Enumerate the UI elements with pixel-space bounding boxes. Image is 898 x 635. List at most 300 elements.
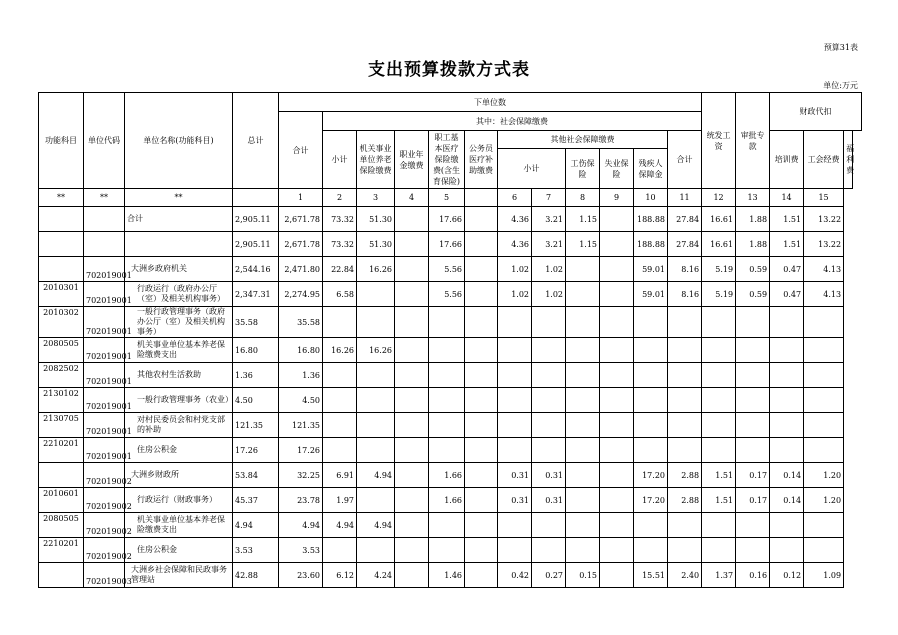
amount-cell-c10: 188.88	[634, 207, 668, 232]
table-row	[39, 282, 862, 307]
unit-code-cell: 702019001	[84, 338, 125, 363]
amount-cell-c2	[323, 413, 357, 438]
amount-cell-c9	[600, 207, 634, 232]
table-row	[39, 538, 862, 563]
amount-cell-c11	[668, 413, 702, 438]
amount-cell-c3: 16.26	[357, 257, 395, 282]
amount-cell-c13	[736, 438, 770, 463]
amount-cell-c9	[600, 563, 634, 588]
header-annuity: 职业年金缴费	[395, 131, 429, 189]
amount-cell-c15	[804, 438, 844, 463]
table-row	[39, 513, 862, 538]
unit-name-cell: 机关事业单位基本养老保险缴费支出	[125, 513, 233, 538]
amount-cell-c5	[429, 338, 465, 363]
amount-cell-c3: 4.94	[357, 463, 395, 488]
table-row	[39, 488, 862, 513]
unit-code-cell: 702019001	[84, 388, 125, 413]
unit-code-cell: 702019003	[84, 563, 125, 588]
amount-cell-c3	[357, 488, 395, 513]
index-cell: 2	[323, 189, 357, 207]
header-welfare: 福利费	[844, 131, 853, 189]
total-cell: 2,544.16	[233, 257, 279, 282]
unit-name-cell: 行政运行（财政事务）	[125, 488, 233, 513]
table-body	[39, 207, 862, 588]
amount-cell-c10	[634, 413, 668, 438]
amount-cell-c2: 16.26	[323, 338, 357, 363]
amount-cell-cx	[465, 438, 498, 463]
amount-cell-c12	[702, 513, 736, 538]
amount-cell-c10	[634, 307, 668, 338]
index-cell	[465, 189, 498, 207]
amount-cell-c13	[736, 338, 770, 363]
header-subtotal: 小计	[323, 131, 357, 189]
amount-cell-c14: 0.47	[770, 282, 804, 307]
amount-cell-c10: 17.20	[634, 463, 668, 488]
total-cell: 42.88	[233, 563, 279, 588]
amount-cell-c12: 1.51	[702, 488, 736, 513]
amount-cell-c3: 16.26	[357, 338, 395, 363]
func-subject-cell: 2010302	[39, 307, 84, 338]
amount-cell-c13: 0.17	[736, 488, 770, 513]
amount-cell-c13: 1.88	[736, 207, 770, 232]
unit-code-cell: 702019001	[84, 257, 125, 282]
amount-cell-c15	[804, 413, 844, 438]
amount-cell-c1: 2,471.80	[279, 257, 323, 282]
amount-cell-c2: 1.97	[323, 488, 357, 513]
amount-cell-c9	[600, 363, 634, 388]
amount-cell-c11	[668, 307, 702, 338]
func-subject-cell: 2130102	[39, 388, 84, 413]
amount-cell-c15: 4.13	[804, 257, 844, 282]
amount-cell-c8	[566, 538, 600, 563]
amount-cell-c2	[323, 388, 357, 413]
amount-cell-c4	[395, 563, 429, 588]
unit-name-cell: 一般行政管理事务（政府办公厅（室）及相关机构事务）	[125, 307, 233, 338]
amount-cell-c10	[634, 338, 668, 363]
func-subject-cell: 2130705	[39, 413, 84, 438]
amount-cell-c11	[668, 388, 702, 413]
index-cell: 7	[532, 189, 566, 207]
header-other-social: 其他社会保障缴费	[498, 131, 668, 149]
header-unemployment: 失业保险	[600, 149, 634, 189]
amount-cell-c6: 0.31	[498, 488, 532, 513]
amount-cell-c15	[804, 363, 844, 388]
amount-cell-c4	[395, 488, 429, 513]
amount-cell-c10: 59.01	[634, 282, 668, 307]
amount-cell-c8	[566, 513, 600, 538]
amount-cell-cx	[465, 207, 498, 232]
unit-name-cell: 大洲乡社会保障和民政事务管理站	[125, 563, 233, 588]
amount-cell-c14	[770, 388, 804, 413]
total-cell: 45.37	[233, 488, 279, 513]
func-subject-cell	[39, 257, 84, 282]
unit-name-cell: 对村民委员会和村党支部的补助	[125, 413, 233, 438]
unit-name-cell: 大洲乡政府机关	[125, 257, 233, 282]
index-cell: **	[84, 189, 125, 207]
func-subject-cell	[39, 563, 84, 588]
index-row	[39, 189, 862, 207]
unit-name-cell	[125, 232, 233, 257]
amount-cell-c14	[770, 363, 804, 388]
amount-cell-c6	[498, 513, 532, 538]
amount-cell-c14: 0.14	[770, 488, 804, 513]
amount-cell-c4	[395, 513, 429, 538]
amount-cell-c1: 16.80	[279, 338, 323, 363]
amount-cell-c3	[357, 307, 395, 338]
index-cell: 13	[736, 189, 770, 207]
amount-cell-c14	[770, 338, 804, 363]
amount-cell-c4	[395, 257, 429, 282]
amount-cell-c2: 4.94	[323, 513, 357, 538]
amount-cell-c5: 1.66	[429, 463, 465, 488]
amount-cell-c3	[357, 282, 395, 307]
table-row	[39, 232, 862, 257]
unit-name-cell: 机关事业单位基本养老保险缴费支出	[125, 338, 233, 363]
amount-cell-c3: 51.30	[357, 207, 395, 232]
amount-cell-c14: 0.14	[770, 463, 804, 488]
amount-cell-c8	[566, 488, 600, 513]
amount-cell-c10: 59.01	[634, 257, 668, 282]
amount-cell-c13: 0.59	[736, 257, 770, 282]
unit-code-cell: 702019002	[84, 538, 125, 563]
amount-cell-c12	[702, 413, 736, 438]
amount-cell-c8: 0.15	[566, 563, 600, 588]
amount-cell-c6: 1.02	[498, 257, 532, 282]
amount-cell-c11	[668, 513, 702, 538]
total-cell: 16.80	[233, 338, 279, 363]
index-cell: 3	[357, 189, 395, 207]
index-cell: **	[39, 189, 84, 207]
total-cell: 1.36	[233, 363, 279, 388]
amount-cell-c4	[395, 538, 429, 563]
amount-cell-c1: 3.53	[279, 538, 323, 563]
amount-cell-c11: 27.84	[668, 232, 702, 257]
amount-cell-c14: 1.51	[770, 207, 804, 232]
amount-cell-c8: 1.15	[566, 232, 600, 257]
amount-cell-c9	[600, 413, 634, 438]
amount-cell-c12: 16.61	[702, 207, 736, 232]
amount-cell-c9	[600, 307, 634, 338]
amount-cell-c1: 23.60	[279, 563, 323, 588]
header-civil-medical: 公务员医疗补助缴费	[465, 131, 498, 189]
amount-cell-c8: 1.15	[566, 207, 600, 232]
amount-cell-c13	[736, 413, 770, 438]
amount-cell-c14	[770, 307, 804, 338]
func-subject-cell	[39, 232, 84, 257]
table-row	[39, 338, 862, 363]
amount-cell-c13	[736, 363, 770, 388]
unit-code-cell	[84, 207, 125, 232]
unit-code-cell: 702019001	[84, 363, 125, 388]
unit-code-cell: 702019001	[84, 438, 125, 463]
unit-label: 单位:万元	[823, 81, 858, 90]
table-row	[39, 413, 862, 438]
amount-cell-c1: 17.26	[279, 438, 323, 463]
amount-cell-c9	[600, 282, 634, 307]
amount-cell-c1: 32.25	[279, 463, 323, 488]
index-cell	[233, 189, 279, 207]
form-number: 预算31表	[823, 43, 858, 52]
amount-cell-c9	[600, 463, 634, 488]
amount-cell-c4	[395, 282, 429, 307]
amount-cell-c13: 1.88	[736, 232, 770, 257]
amount-cell-c3: 4.94	[357, 513, 395, 538]
amount-cell-c12	[702, 307, 736, 338]
unit-code-cell: 702019001	[84, 307, 125, 338]
amount-cell-c3: 4.24	[357, 563, 395, 588]
amount-cell-c8	[566, 388, 600, 413]
amount-cell-c11	[668, 538, 702, 563]
amount-cell-c9	[600, 338, 634, 363]
amount-cell-c7: 0.31	[532, 488, 566, 513]
unit-code-cell: 702019002	[84, 488, 125, 513]
total-cell: 17.26	[233, 438, 279, 463]
func-subject-cell: 2210201	[39, 438, 84, 463]
amount-cell-c11: 2.88	[668, 488, 702, 513]
amount-cell-c13	[736, 307, 770, 338]
amount-cell-c6	[498, 413, 532, 438]
amount-cell-c15: 1.20	[804, 463, 844, 488]
func-subject-cell	[39, 463, 84, 488]
amount-cell-c15	[804, 307, 844, 338]
amount-cell-c8	[566, 282, 600, 307]
amount-cell-c14	[770, 513, 804, 538]
amount-cell-c1: 4.50	[279, 388, 323, 413]
amount-cell-cx	[465, 232, 498, 257]
amount-cell-cx	[465, 513, 498, 538]
index-cell: 5	[429, 189, 465, 207]
unit-code-cell: 702019002	[84, 513, 125, 538]
header-fin-total: 合计	[668, 131, 702, 189]
budget-table	[38, 92, 862, 588]
func-subject-cell: 2010301	[39, 282, 84, 307]
amount-cell-c11	[668, 363, 702, 388]
amount-cell-c6: 0.42	[498, 563, 532, 588]
index-cell: 10	[634, 189, 668, 207]
amount-cell-c12: 16.61	[702, 232, 736, 257]
header-union: 工会经费	[804, 131, 844, 189]
total-cell: 3.53	[233, 538, 279, 563]
amount-cell-c2	[323, 538, 357, 563]
func-subject-cell: 2080505	[39, 338, 84, 363]
amount-cell-c2	[323, 363, 357, 388]
amount-cell-c4	[395, 363, 429, 388]
amount-cell-c5	[429, 538, 465, 563]
amount-cell-cx	[465, 563, 498, 588]
amount-cell-c7	[532, 438, 566, 463]
header-sub-total: 合计	[279, 112, 323, 189]
func-subject-cell: 2210201	[39, 538, 84, 563]
unit-name-cell: 一般行政管理事务（农业）	[125, 388, 233, 413]
amount-cell-c4	[395, 413, 429, 438]
amount-cell-c8	[566, 257, 600, 282]
index-cell: 1	[279, 189, 323, 207]
page-title: 支出预算拨款方式表	[368, 60, 530, 80]
amount-cell-c2: 22.84	[323, 257, 357, 282]
amount-cell-c11: 8.16	[668, 282, 702, 307]
amount-cell-c12	[702, 438, 736, 463]
amount-cell-c7	[532, 307, 566, 338]
amount-cell-c7: 3.21	[532, 207, 566, 232]
amount-cell-c11: 8.16	[668, 257, 702, 282]
amount-cell-c3: 51.30	[357, 232, 395, 257]
func-subject-cell: 2080505	[39, 513, 84, 538]
amount-cell-c15: 13.22	[804, 232, 844, 257]
amount-cell-c1: 121.35	[279, 413, 323, 438]
amount-cell-c10	[634, 538, 668, 563]
amount-cell-c14: 0.47	[770, 257, 804, 282]
total-cell: 53.84	[233, 463, 279, 488]
amount-cell-c6	[498, 538, 532, 563]
amount-cell-c1: 23.78	[279, 488, 323, 513]
amount-cell-c13: 0.17	[736, 463, 770, 488]
amount-cell-c6	[498, 388, 532, 413]
header-func-subject: 功能科目	[39, 93, 84, 189]
amount-cell-c9	[600, 388, 634, 413]
table-header	[39, 93, 862, 207]
func-subject-cell: 2082502	[39, 363, 84, 388]
amount-cell-c6	[498, 338, 532, 363]
amount-cell-c12	[702, 338, 736, 363]
amount-cell-c5: 1.46	[429, 563, 465, 588]
amount-cell-c14	[770, 438, 804, 463]
header-approved: 审批专款	[736, 93, 770, 189]
amount-cell-c7	[532, 413, 566, 438]
func-subject-cell: 2010601	[39, 488, 84, 513]
amount-cell-c15	[804, 388, 844, 413]
amount-cell-c12	[702, 388, 736, 413]
amount-cell-c15: 1.20	[804, 488, 844, 513]
index-cell: 6	[498, 189, 532, 207]
unit-code-cell: 702019002	[84, 463, 125, 488]
amount-cell-c6	[498, 307, 532, 338]
amount-cell-c15	[804, 538, 844, 563]
amount-cell-cx	[465, 282, 498, 307]
header-medical: 职工基本医疗保险缴费(含生育保险)	[429, 131, 465, 189]
unit-name-cell: 合计	[125, 207, 233, 232]
amount-cell-c4	[395, 207, 429, 232]
amount-cell-c5	[429, 363, 465, 388]
index-cell: 14	[770, 189, 804, 207]
table-row	[39, 307, 862, 338]
amount-cell-c10	[634, 513, 668, 538]
amount-cell-c5: 17.66	[429, 232, 465, 257]
unit-code-cell: 702019001	[84, 282, 125, 307]
amount-cell-c15	[804, 338, 844, 363]
amount-cell-c2: 73.32	[323, 207, 357, 232]
header-salary: 统发工资	[702, 93, 736, 189]
amount-cell-c1: 2,274.95	[279, 282, 323, 307]
total-cell: 2,905.11	[233, 207, 279, 232]
amount-cell-c6: 4.36	[498, 232, 532, 257]
amount-cell-c2: 6.58	[323, 282, 357, 307]
amount-cell-cx	[465, 307, 498, 338]
amount-cell-c5: 17.66	[429, 207, 465, 232]
amount-cell-c9	[600, 257, 634, 282]
amount-cell-c13	[736, 388, 770, 413]
amount-cell-c8	[566, 463, 600, 488]
amount-cell-c2: 73.32	[323, 232, 357, 257]
header-training: 培训费	[770, 131, 804, 189]
amount-cell-c11	[668, 338, 702, 363]
table-row	[39, 438, 862, 463]
amount-cell-cx	[465, 488, 498, 513]
amount-cell-c3	[357, 388, 395, 413]
table-row	[39, 363, 862, 388]
amount-cell-c15: 13.22	[804, 207, 844, 232]
amount-cell-c10: 188.88	[634, 232, 668, 257]
header-os-subtotal: 小计	[498, 149, 566, 189]
amount-cell-c13	[736, 538, 770, 563]
header-lower-units: 下单位数	[279, 93, 702, 112]
amount-cell-c5: 5.56	[429, 282, 465, 307]
amount-cell-c7: 1.02	[532, 282, 566, 307]
header-pension: 机关事业单位养老保险缴费	[357, 131, 395, 189]
amount-cell-c4	[395, 338, 429, 363]
index-cell: 15	[804, 189, 844, 207]
amount-cell-c7	[532, 513, 566, 538]
amount-cell-c1: 4.94	[279, 513, 323, 538]
amount-cell-cx	[465, 463, 498, 488]
amount-cell-c6: 0.31	[498, 463, 532, 488]
amount-cell-c6: 4.36	[498, 207, 532, 232]
amount-cell-c5	[429, 513, 465, 538]
header-total: 总计	[233, 93, 279, 189]
amount-cell-c6	[498, 363, 532, 388]
amount-cell-c1: 1.36	[279, 363, 323, 388]
header-finance: 财政代扣	[770, 93, 862, 131]
amount-cell-c10: 15.51	[634, 563, 668, 588]
amount-cell-c15: 4.13	[804, 282, 844, 307]
amount-cell-c11: 2.88	[668, 463, 702, 488]
amount-cell-c3	[357, 363, 395, 388]
index-cell: 8	[566, 189, 600, 207]
table-row	[39, 463, 862, 488]
unit-code-cell: 702019001	[84, 413, 125, 438]
amount-cell-c7: 0.27	[532, 563, 566, 588]
amount-cell-c9	[600, 488, 634, 513]
unit-name-cell: 住房公积金	[125, 538, 233, 563]
index-cell: 4	[395, 189, 429, 207]
amount-cell-c13: 0.59	[736, 282, 770, 307]
amount-cell-cx	[465, 413, 498, 438]
index-cell: 9	[600, 189, 634, 207]
amount-cell-c12: 5.19	[702, 257, 736, 282]
amount-cell-c7	[532, 388, 566, 413]
header-of-which-social: 其中：社会保障缴费	[323, 112, 702, 131]
amount-cell-c5	[429, 438, 465, 463]
amount-cell-c8	[566, 338, 600, 363]
amount-cell-c8	[566, 307, 600, 338]
header-injury: 工伤保险	[566, 149, 600, 189]
amount-cell-c14	[770, 538, 804, 563]
amount-cell-c12	[702, 363, 736, 388]
index-cell: 11	[668, 189, 702, 207]
header-unit-code: 单位代码	[84, 93, 125, 189]
amount-cell-c11	[668, 438, 702, 463]
amount-cell-c4	[395, 388, 429, 413]
amount-cell-c10	[634, 388, 668, 413]
amount-cell-c6	[498, 438, 532, 463]
amount-cell-c11: 2.40	[668, 563, 702, 588]
total-cell: 2,905.11	[233, 232, 279, 257]
amount-cell-c8	[566, 438, 600, 463]
table-row	[39, 207, 862, 232]
table-row	[39, 563, 862, 588]
amount-cell-c4	[395, 463, 429, 488]
amount-cell-cx	[465, 363, 498, 388]
amount-cell-c12: 1.51	[702, 463, 736, 488]
